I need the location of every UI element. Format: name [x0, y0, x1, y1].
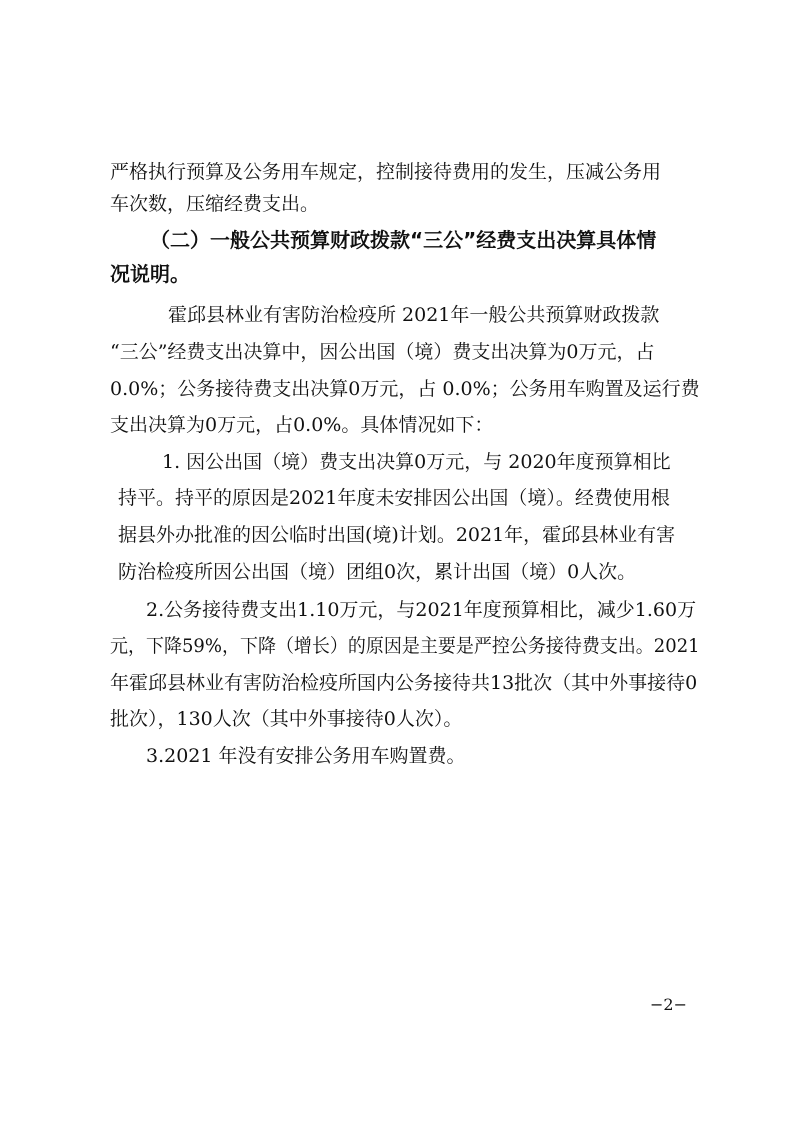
- section-heading: （二）一般公共预算财政拨款“三公”经费支出决算具体情: [150, 228, 657, 252]
- paragraph-line: 0.0%；公务接待费支出决算0万元，占 0.0%；公务用车购置及运行费: [110, 378, 700, 400]
- paragraph-line: 车次数，压缩经费支出。: [110, 193, 320, 215]
- paragraph-line: 批次），130人次（其中外事接待0人次）。: [110, 708, 463, 730]
- paragraph-line: 持平。持平的原因是2021年度未安排因公出国（境）。经费使用根: [118, 487, 670, 509]
- paragraph-line: 支出决算为0万元，占0.0%。具体情况如下：: [110, 414, 494, 436]
- paragraph-line: “三公”经费支出决算中，因公出国（境）费支出决算为0万元，占: [110, 341, 655, 363]
- paragraph-line: 3.2021 年没有安排公务用车购置费。: [146, 745, 466, 767]
- paragraph-line: 2.公务接待费支出1.10万元，与2021年度预算相比，减少1.60万: [146, 599, 697, 621]
- section-heading: 况说明。: [110, 262, 190, 286]
- paragraph-line: 1. 因公出国（境）费支出决算0万元，与 2020年度预算相比: [162, 451, 671, 473]
- paragraph-line: 据县外办批准的因公临时出国(境)计划。2021年，霍邱县林业有害: [118, 524, 676, 546]
- paragraph-line: 年霍邱县林业有害防治检疫所国内公务接待共13批次（其中外事接待0: [110, 672, 698, 694]
- paragraph-line: 霍邱县林业有害防治检疫所 2021年一般公共预算财政拨款: [168, 304, 660, 326]
- paragraph-line: 元，下降59%，下降（增长）的原因是主要是严控公务接待费支出。2021: [110, 635, 700, 657]
- paragraph-line: 严格执行预算及公务用车规定，控制接待费用的发生，压减公务用: [110, 161, 662, 183]
- paragraph-line: 防治检疫所因公出国（境）团组0次，累计出国（境）0人次。: [118, 561, 637, 583]
- page-number: −2−: [650, 995, 687, 1014]
